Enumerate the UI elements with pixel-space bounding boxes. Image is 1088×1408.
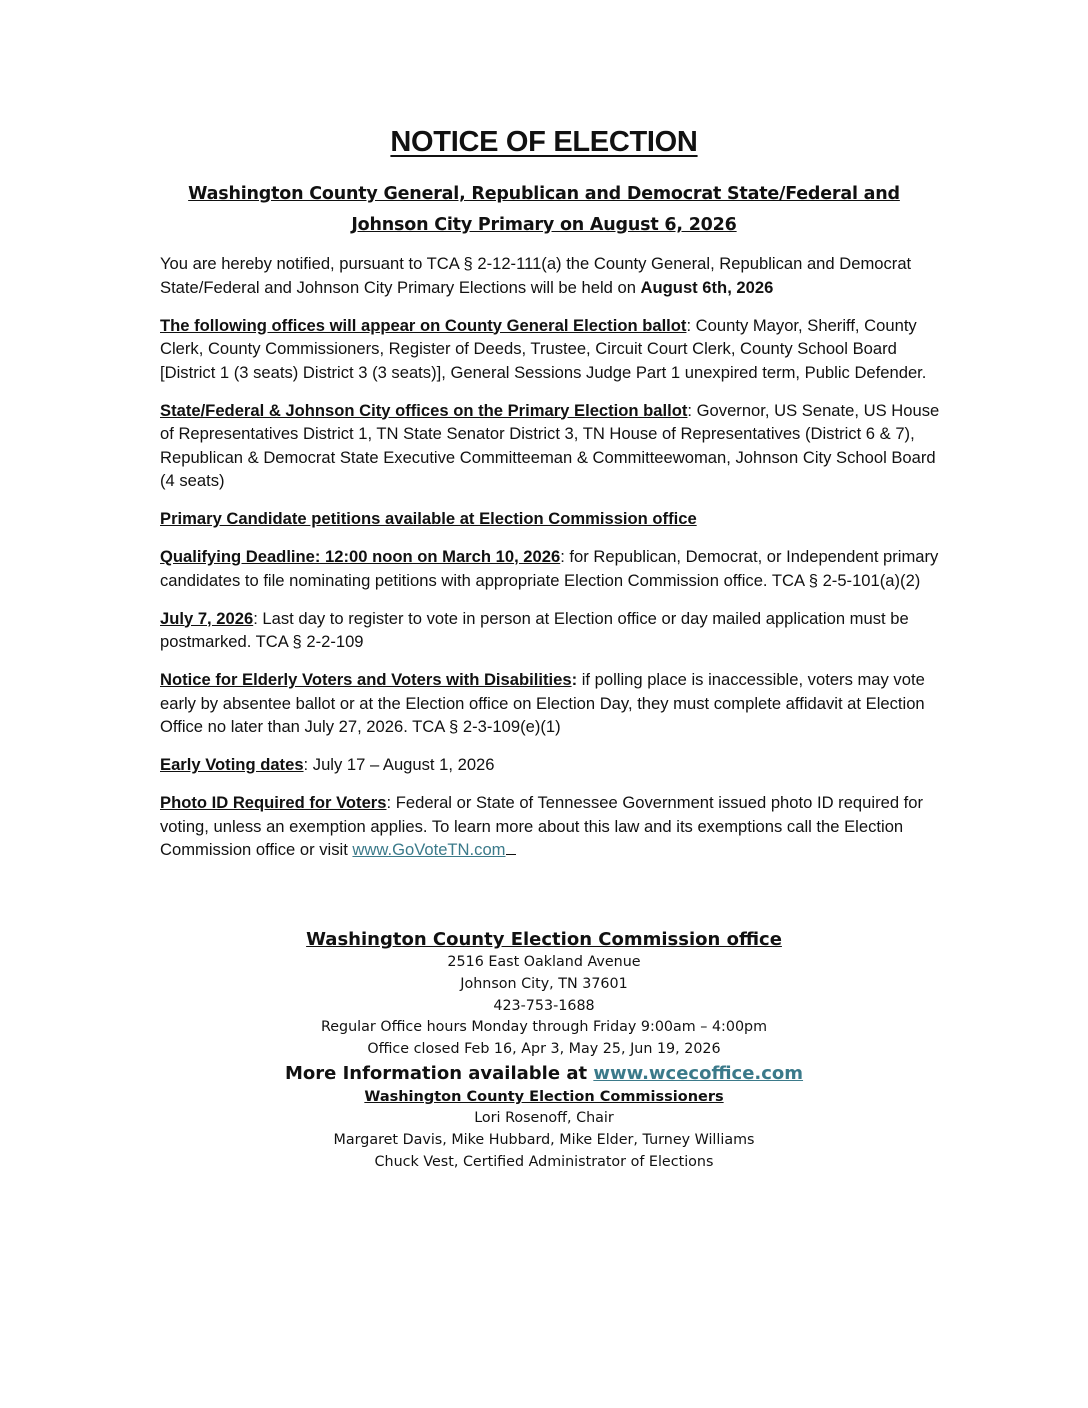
office-closed-dates: Office closed Feb 16, Apr 3, May 25, Jun 19, 2026 <box>367 1041 721 1058</box>
registration-deadline <box>160 607 940 654</box>
subtitle <box>160 179 928 241</box>
govotetn-link[interactable]: www.GoVoteTN.com <box>352 840 506 859</box>
intro-paragraph <box>160 252 940 299</box>
qualifying-deadline <box>160 545 940 592</box>
address-line: Johnson City, TN 37601 <box>460 975 628 992</box>
more-info-label: More Information available at <box>284 1062 594 1084</box>
elderly-disabled-notice <box>160 668 940 739</box>
label-suffix: : <box>571 670 578 689</box>
primary-offices <box>160 399 940 493</box>
section-label: Primary Candidate petitions available at Election Commission office <box>160 509 697 528</box>
section-label: The following offices will appear on County General Election ballot <box>160 315 687 335</box>
petitions-notice <box>160 507 940 531</box>
administrator: Chuck Vest, Certified Administrator of Elections <box>374 1153 714 1170</box>
commissioners-heading: Washington County Election Commissioners <box>364 1088 724 1105</box>
section-text: : County Mayor, Sheriff, County Clerk, County Commissioners, Register of Deeds, Trustee, Circuit Court Clerk, County School Board [District 1 (3 seats) District 3 (3 seats)], General Sessions Judge Part 1 unexpired term, Public Defender. <box>160 315 927 382</box>
section-text: if polling place is inaccessible, voters may vote early by absentee ballot or at the Election office on Election Day, they must complete affidavit at Election Office no later than July 27, 2026. TCA § 2-3-109(e)(1) <box>160 670 925 736</box>
section-label: State/Federal & Johnson City offices on the Primary Election ballot <box>160 400 688 420</box>
subtitle-line: Johnson City Primary on August 6, 2026 <box>351 215 737 235</box>
section-text: : Governor, US Senate, US House of Representatives District 1, TN State Senator District 3, TN House of Representatives (District 6 & 7), Republican & Democrat State Executive Committeeman & Committeewoman, Johnson City School Board (4 seats) <box>160 400 940 490</box>
early-voting <box>160 753 940 777</box>
photo-id-notice <box>160 791 940 862</box>
address-line: 2516 East Oakland Avenue <box>447 954 641 970</box>
section-text: : Last day to register to vote in person at Election office or day mailed application must be postmarked. TCA § 2-2-109 <box>160 608 909 651</box>
section-text: : for Republican, Democrat, or Independent primary candidates to file nominating petitions with appropriate Election Commission office. TCA § 2-5-101(a)(2) <box>160 547 939 590</box>
notice-body <box>160 252 940 876</box>
section-label: July 7, 2026 <box>160 608 254 628</box>
section-label: Photo ID Required for Voters <box>160 793 387 812</box>
commission-chair: Lori Rosenoff, Chair <box>474 1109 614 1126</box>
section-text: : Federal or State of Tennessee Government issued photo ID required for voting, unless an exemption applies. To learn more about this law and its exemptions call the Election Commission office or visit <box>160 793 924 859</box>
commission-members: Margaret Davis, Mike Hubbard, Mike Elder, Turney Williams <box>333 1131 755 1148</box>
page-title: NOTICE OF ELECTION <box>390 126 698 158</box>
underline-mark <box>506 840 516 855</box>
office-hours: Regular Office hours Monday through Friday 9:00am – 4:00pm <box>320 1019 768 1036</box>
section-text: : July 17 – August 1, 2026 <box>303 755 495 774</box>
wcecoffice-link[interactable]: www.wcecoffice.com <box>593 1062 804 1084</box>
more-info <box>0 1062 1088 1086</box>
subtitle-line: Washington County General, Republican and Democrat State/Federal and <box>188 184 900 204</box>
phone-number: 423-753-1688 <box>493 997 595 1014</box>
section-label: Notice for Elderly Voters and Voters with Disabilities <box>160 670 572 689</box>
election-date: August 6th, 2026 <box>640 277 774 297</box>
county-general-offices <box>160 314 940 385</box>
intro-text: You are hereby notified, pursuant to TCA § 2-12-111(a) the County General, Republican and Democrat State/Federal and Johnson City Primary Elections will be held on <box>160 254 912 297</box>
office-info <box>0 928 1088 1173</box>
office-heading: Washington County Election Commission office <box>306 929 782 950</box>
section-label: Qualifying Deadline: 12:00 noon on March 10, 2026 <box>160 547 561 566</box>
section-label: Early Voting dates <box>160 755 304 774</box>
